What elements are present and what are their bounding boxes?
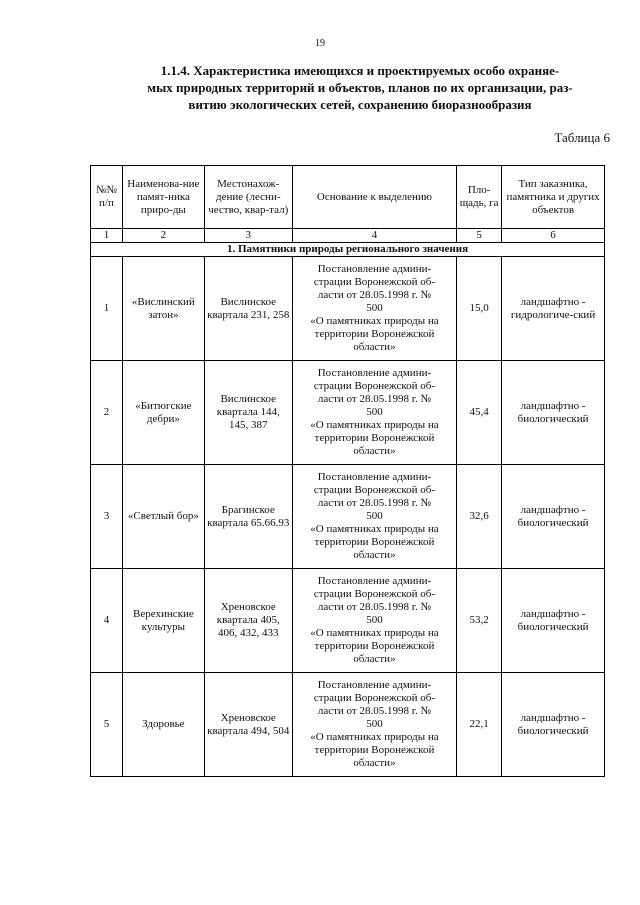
monument-name-cell: «Битюгские дебри» [122,361,204,465]
basis-line: области» [353,549,396,561]
table-row [91,361,605,465]
area-cell: 53,2 [457,569,502,673]
row-number-cell: 4 [91,569,123,673]
basis-line: 500 [366,718,383,730]
basis-line: страции Воронежской об- [313,588,436,600]
area-cell: 22,1 [457,673,502,777]
section-heading [100,62,620,113]
row-number-cell: 5 [91,673,123,777]
basis-line: 500 [366,510,383,522]
heading-line: 1.1.4. Характеристика имеющихся и проектируемых особо охраняе- [160,63,560,78]
basis-line: «О памятниках природы на [310,315,439,327]
basis-cell [292,673,457,777]
column-number: 1 [91,229,123,243]
area-cell: 45,4 [457,361,502,465]
basis-line: области» [353,341,396,353]
table-row [91,257,605,361]
table-row [91,673,605,777]
basis-line: Постановление админи- [317,367,432,379]
basis-line: 500 [366,614,383,626]
heading-line: витию экологических сетей, сохранению биоразнообразия [188,97,532,112]
basis-line: территории Воронежской [314,432,435,444]
area-cell: 32,6 [457,465,502,569]
basis-line: Постановление админи- [317,263,432,275]
column-number: 4 [292,229,457,243]
basis-cell [292,257,457,361]
type-cell: ландшафтно - гидрологиче-ский [502,257,605,361]
basis-line: «О памятниках природы на [310,627,439,639]
row-number-cell: 3 [91,465,123,569]
type-cell: ландшафтно - биологический [502,465,605,569]
monument-name-cell: «Светлый бор» [122,465,204,569]
basis-line: Постановление админи- [317,575,432,587]
row-number-cell: 1 [91,257,123,361]
header-cell-location: Местонахож-дение (лесни-чество, квар-тал) [204,166,292,229]
basis-line: территории Воронежской [314,536,435,548]
location-cell: Вислинское квартала 144, 145, 387 [204,361,292,465]
location-cell: Брагинское квартала 65.66.93 [204,465,292,569]
basis-line: территории Воронежской [314,328,435,340]
basis-line: области» [353,445,396,457]
basis-line: ласти от 28.05.1998 г. № [317,705,431,717]
basis-line: «О памятниках природы на [310,731,439,743]
basis-line: ласти от 28.05.1998 г. № [317,393,431,405]
column-number: 5 [457,229,502,243]
location-cell: Хреновское квартала 405, 406, 432, 433 [204,569,292,673]
heading-line: мых природных территорий и объектов, планов по их организации, раз- [147,80,573,95]
basis-line: территории Воронежской [314,744,435,756]
basis-line: области» [353,653,396,665]
basis-line: 500 [366,406,383,418]
column-number-row [91,229,605,243]
type-cell: ландшафтно - биологический [502,673,605,777]
basis-line: страции Воронежской об- [313,380,436,392]
header-cell-name: Наименова-ние памят-ника приро-ды [122,166,204,229]
basis-cell [292,465,457,569]
row-number-cell: 2 [91,361,123,465]
location-cell: Хреновское квартала 494, 504 [204,673,292,777]
basis-line: ласти от 28.05.1998 г. № [317,497,431,509]
basis-line: «О памятниках природы на [310,419,439,431]
basis-line: Постановление админи- [317,471,432,483]
basis-line: страции Воронежской об- [313,692,436,704]
location-cell: Вислинское квартала 231, 258 [204,257,292,361]
page-number: 19 [315,38,325,49]
basis-line: ласти от 28.05.1998 г. № [317,601,431,613]
basis-cell [292,569,457,673]
basis-line: области» [353,757,396,769]
basis-line: Постановление админи- [317,679,432,691]
column-number: 2 [122,229,204,243]
header-row [91,166,605,229]
monument-name-cell: Здоровье [122,673,204,777]
basis-line: страции Воронежской об- [313,484,436,496]
basis-line: ласти от 28.05.1998 г. № [317,289,431,301]
type-cell: ландшафтно - биологический [502,569,605,673]
table-row [91,569,605,673]
basis-line: территории Воронежской [314,640,435,652]
section-title: 1. Памятники природы регионального значения [91,243,605,257]
column-number: 3 [204,229,292,243]
basis-line: «О памятниках природы на [310,523,439,535]
table-label: Таблица 6 [554,130,610,145]
type-cell: ландшафтно - биологический [502,361,605,465]
header-cell-area: Пло-щадь, га [457,166,502,229]
area-cell: 15,0 [457,257,502,361]
column-number: 6 [502,229,605,243]
nature-monuments-table [90,165,605,777]
basis-line: 500 [366,302,383,314]
basis-line: страции Воронежской об- [313,276,436,288]
section-title-row [91,243,605,257]
basis-cell [292,361,457,465]
header-cell-number: №№ п/п [91,166,123,229]
header-cell-type: Тип заказника, памятника и других объектов [502,166,605,229]
monument-name-cell: «Вислинский затон» [122,257,204,361]
table-row [91,465,605,569]
monument-name-cell: Верехинские культуры [122,569,204,673]
header-cell-basis: Основание к выделению [292,166,457,229]
